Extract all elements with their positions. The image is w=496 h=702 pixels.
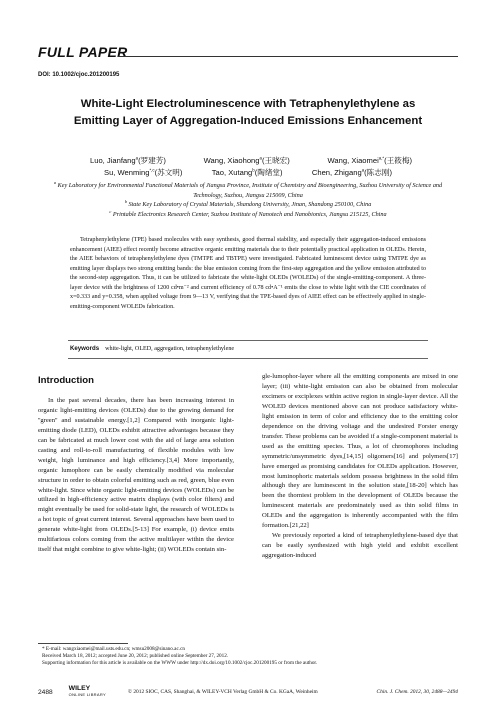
section-label: FULL PAPER [38,44,128,60]
page-number: 2488 [38,688,53,696]
footnote-supporting-info: Supporting information for this article is available on the WWW under http://dx.doi.org/10.1002/cjoc.201200195 or from the author. [42,660,318,667]
paragraph: gle-lumophor-layer where all the emitting components are mixed in one layer; (iii) white-light emission can also be obtained from molecular excimers or exciplexes within active region in single-layer device. All the WOLED devices mentioned above can not produce satisfactory white-light emission in term of color and efficiency due to the emitting color dependence on the driving voltage and the undesired Forster energy transfer. These problems can be avoided if a single-component material is used as the emitting species. Thus, a lot of chromophores including symmetric/unsymmetric dyes,[14,15] oligomers[16] and polymers[17] have emerged as promising candidates for OLEDs application. However, most luminophoric materials seldom possess brightness in the solid film although they are luminescent in the solution state,[18-20] which has been the thorniest problem in the development of OLEDs because the luminescent materials are predominately used as thin solid films in OLEDs and the aggregation is inherently accompanied with the film formation.[21,22] [262,373,458,530]
affiliation: $^a$ Key Laboratory for Environmental Functional Materials of Jiangsu Province, Institute of Chemistry and Bioengineering, Suzhou University of Science and Technology, Suzhou, Jiangsu 215009, China [53,179,443,199]
wiley-logo-text: WILEY [68,685,91,692]
author: Wang, Xiaohong$^a$(王晓宏) [203,155,290,165]
keywords-text: white-light, OLED, aggregation, tetraphenylethylene [105,346,235,352]
doi: DOI: 10.1002/cjoc.201200195 [38,72,120,78]
keywords-label: Keywords [70,345,100,352]
affiliations [40,181,456,219]
keywords-rule-bottom [68,358,428,359]
copyright: © 2012 SIOC, CAS, Shanghai, & WILEY-VCH Verlag GmbH & Co. KGaA, Weinheim [127,689,318,695]
author: Wang, Xiaomei$^{a,*}$(王筱梅) [327,155,412,165]
journal-citation: Chin. J. Chem. 2012, 30, 2488—2494 [376,689,458,695]
paragraph: We previously reported a kind of tetraphenylethylene-based dye that can be easily synthesized with high yield and exhibit excellent aggregation-induced [262,532,458,560]
paragraph: In the past several decades, there has been increasing interest in organic light-emitting devices (OLEDs) due to the growing demand for ''green'' and sustainable energy.[1,2] Compared with inorganic light-emitting diode (LED), OLEDs exhibit attractive advantages because they can be fabricated at much lower cost with the aid of large area solution casting and roll-to-roll manufacturing of flexible modules with low weight, high luminance and high efficiency.[3,4] More importantly, organic lumophore can be easily chemically modified via molecular structure in order to obtain colorful emitting such as red, green, blue even white-light. Since white organic light-emitting devices (WOLEDs) can be utilized in high-efficiency active matrix displays (with color filters) and might eventually be used for solid-state light, the research of WOLEDs is a hot topic of great current interest. Several approaches have been used to generate white-light from OLEDs.[5-13] For example, (i) device emits multifarious colors coming from the active multilayer within the device itself that might combine to give white-light; (ii) WOLEDs contain sin- [38,396,234,554]
keywords [70,345,426,352]
abstract: Tetraphenylethylene (TPE) based molecules with easy synthesis, good thermal stability, and especially their aggregation-induced emissions enhancement (AIEE) effect recently become attractive organic emitting materials due to their potentially practical application in OLEDs. Herein, the AIEE behaviors of tetraphenylethylene dyes (TMTPE and TBTPE) were investigated. Fabricated luminescent device using TMTPE dye as emitting layer displays two strong emitting bands: the blue emission coming from the first-step aggregation and the yellow emission attributed to the second-step aggregation. Thus, it can be utilized to fabricate the white-light OLEDs (WOLEDs) of the single-emitting-component. A three-layer device with the brightness of 1200 cd•m⁻² and current efficiency of 0.78 cd•A⁻¹ emits the close to white light with the CIE coordinates of x=0.333 and y=0.358, when applied voltage from 9—13 V, verifying that the TPE-based dyes of AIEE effect can be effectively applied in single-emitting-component WOLEDs fabrication. [70,237,426,310]
page-footer [38,686,458,698]
author: Chen, Zhigang$^a$(陈志刚) [311,167,392,177]
header-rule [118,56,458,57]
wiley-logo-subtext: ONLINE LIBRARY [68,692,106,697]
footnote-rule [38,643,128,644]
wiley-logo [69,686,106,698]
author: Luo, Jianfang$^a$(罗建芳) [90,155,166,165]
footnote-dates: Received March 18, 2012; accepted June 20, 2012; published online September 27, 2012. [42,653,229,660]
column-right [262,372,458,561]
author-row-2 [60,167,436,179]
section-heading: Introduction [38,375,94,386]
column-left [38,372,234,555]
affiliation: $^c$ Printable Electronics Research Center, Suzhou Institute of Nanotech and Nanobionics, Jiangsu 215125, China [109,208,387,218]
author: Su, Wenming$^{*,c}$(苏文明) [104,167,183,177]
footnote-email: * E-mail: wangxiaomei@mail.usts.edu.cn; wmsu2008@sinano.ac.cn [42,646,185,652]
author-row-1 [60,155,436,167]
author: Tao, Xutang$^b$(陶绪堂) [211,167,283,177]
keywords-rule-top [68,340,428,341]
affiliation: $^b$ State Key Laboratory of Crystal Materials, Shandong University, Jinan, Shandong 250100, China [124,198,372,208]
article-title: White-Light Electroluminescence with Tetraphenylethylene as Emitting Layer of Aggregation-Induced Emissions Enhancement [73,98,423,127]
footnotes [38,646,458,668]
author-list [60,155,436,179]
